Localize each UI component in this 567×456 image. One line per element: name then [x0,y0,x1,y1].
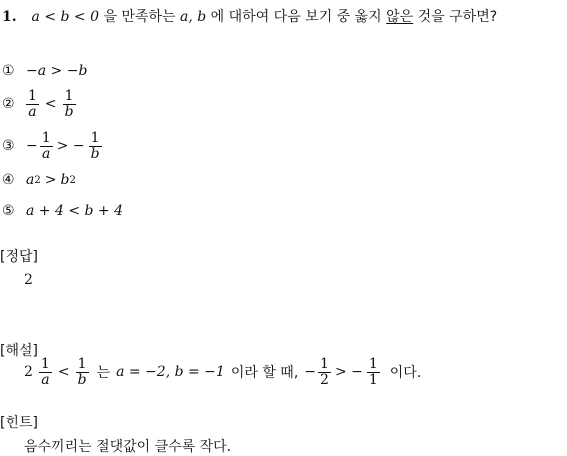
question-text-before: 을 만족하는 [103,9,176,25]
choice-expr: −a > −b [26,63,88,79]
choice-2 [2,86,78,122]
choice-4 [2,170,76,190]
choice-5 [2,202,123,220]
hint-text: 음수끼리는 절댓값이 클수록 작다. [24,439,232,455]
fraction: $\frac{1}{2}$ [320,355,329,388]
fraction: $\frac{1}{a}$ [40,355,50,388]
operator: > [44,172,57,188]
operator: < [57,364,70,380]
choice-1 [2,62,87,80]
choice-marker: ⑤ [2,203,15,219]
choice-marker: ② [2,96,15,112]
fraction: $\frac{1}{b}$ [90,129,100,162]
exponent: 2 [34,174,41,186]
explanation-line [24,352,421,392]
explanation-text: 이라 할 때, [230,365,299,381]
choice-marker: ① [2,63,15,79]
question-text-mid: 에 대하여 다음 보기 중 옳지 [210,9,382,25]
choice-marker: ③ [2,138,15,154]
operator: > − [56,138,85,154]
explanation-text: 는 [96,365,111,381]
fraction: $\frac{1}{b}$ [64,87,74,120]
fraction: $\frac{1}{b}$ [77,355,87,388]
operator: > − [334,364,363,380]
question-vars: a, b [180,9,207,25]
question-text-end: 것을 구하면? [417,9,498,25]
question-number: 1. [2,9,17,25]
operator: − [26,138,38,154]
explanation-label: [해설] [0,343,38,359]
operator: < [44,96,57,112]
base: b [60,172,70,188]
explanation-lead: 2 [24,364,33,380]
answer-value: 2 [24,272,33,288]
explanation-condition: a = −2, b = −1 [116,364,225,380]
hint-label: [힌트] [0,415,38,431]
question-line [2,6,497,26]
answer-label: [정답] [0,249,38,265]
question-condition: a < b < 0 [31,9,100,25]
choice-3 [2,128,104,164]
operator: − [304,364,317,380]
choice-marker: ④ [2,172,15,188]
question-underlined: 않은 [386,9,414,25]
explanation-text: 이다. [389,365,422,381]
exponent: 2 [69,174,76,186]
fraction: $\frac{1}{a}$ [28,87,37,120]
choice-expr: a + 4 < b + 4 [26,203,124,219]
base: a [26,172,35,188]
fraction: $\frac{1}{1}$ [368,355,378,388]
fraction: $\frac{1}{a}$ [41,129,51,162]
